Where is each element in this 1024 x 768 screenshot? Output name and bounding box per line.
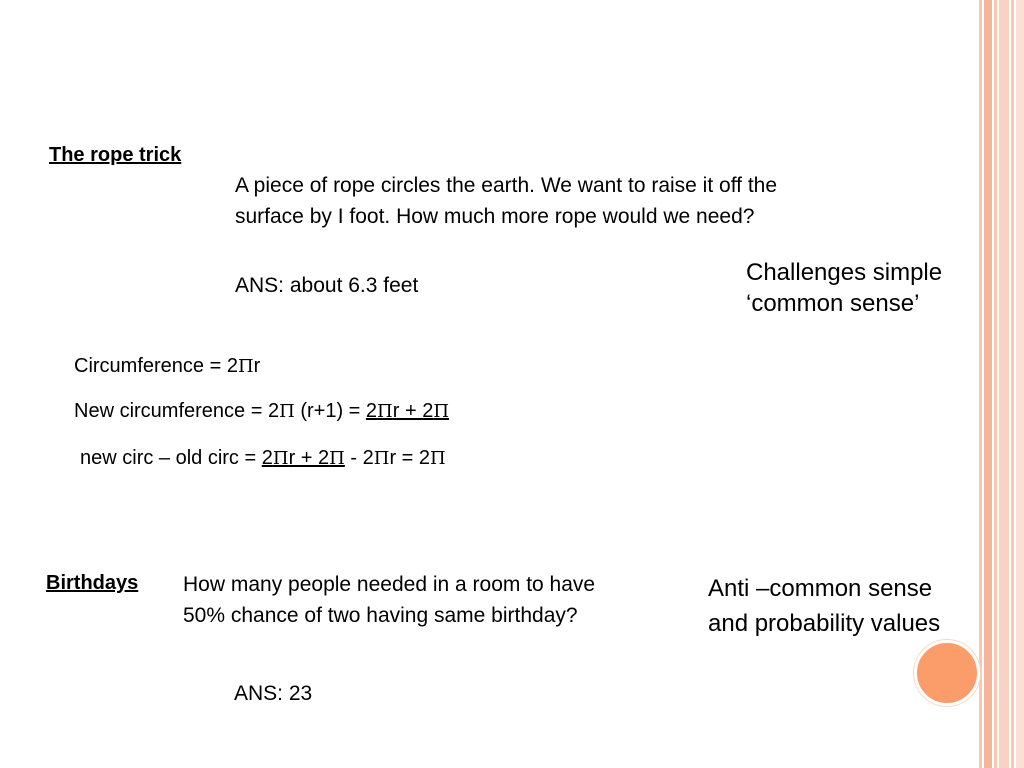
pi-symbol: Π [279,401,295,422]
equation-text: r + 2 [392,400,434,422]
equation-text: (r+1) = [294,400,366,422]
challenges-note [746,257,942,319]
rope-trick-answer: ANS: about 6.3 feet [235,274,419,297]
anti-line: Anti –common sense [708,575,933,602]
new-circumference-equation [74,400,449,423]
rope-trick-question [235,170,777,232]
equation-text: New circumference = 2 [74,400,280,422]
underlined-term [262,447,345,469]
difference-equation [80,447,446,470]
challenges-line: Challenges simple [746,259,943,286]
pi-symbol: Π [430,448,446,469]
birthdays-heading: Birthdays [46,572,139,594]
anti-line: and probability values [708,610,941,637]
pi-symbol: Π [377,401,393,422]
equation-text: Circumference = 2 [74,355,238,377]
equation-text: - 2 [344,447,374,469]
pi-symbol: Π [373,448,390,469]
border-stripe [994,0,997,768]
equation-text: r + 2 [288,447,330,469]
border-stripe [984,0,992,768]
birthday-question-line: 50% chance of two having same birthday? [183,604,578,627]
rope-question-line: surface by I foot. How much more rope would we need? [235,205,755,228]
pi-symbol: Π [433,401,450,422]
equation-text: r = 2 [389,447,431,469]
decorative-circle [914,640,980,706]
rope-trick-heading: The rope trick [49,144,182,166]
pi-symbol: Π [237,356,254,377]
border-stripe [979,0,982,768]
equation-text: new circ – old circ = [80,447,262,469]
circumference-equation [74,355,260,378]
pi-symbol: Π [329,448,345,469]
challenges-line: ‘common sense’ [746,290,920,317]
anti-common-sense-note [708,571,940,641]
pi-symbol: Π [272,448,289,469]
birthdays-answer: ANS: 23 [234,682,313,705]
underlined-term [366,400,449,422]
equation-text: 2 [261,447,273,469]
border-stripe [999,0,1009,768]
border-stripe [1016,0,1024,768]
rope-question-line: A piece of rope circles the earth. We want to raise it off the [235,174,778,197]
equation-text: r [253,355,261,377]
birthdays-question [183,569,595,631]
equation-text: 2 [365,400,378,422]
border-stripe [1011,0,1014,768]
birthday-question-line: How many people needed in a room to have [183,573,596,596]
